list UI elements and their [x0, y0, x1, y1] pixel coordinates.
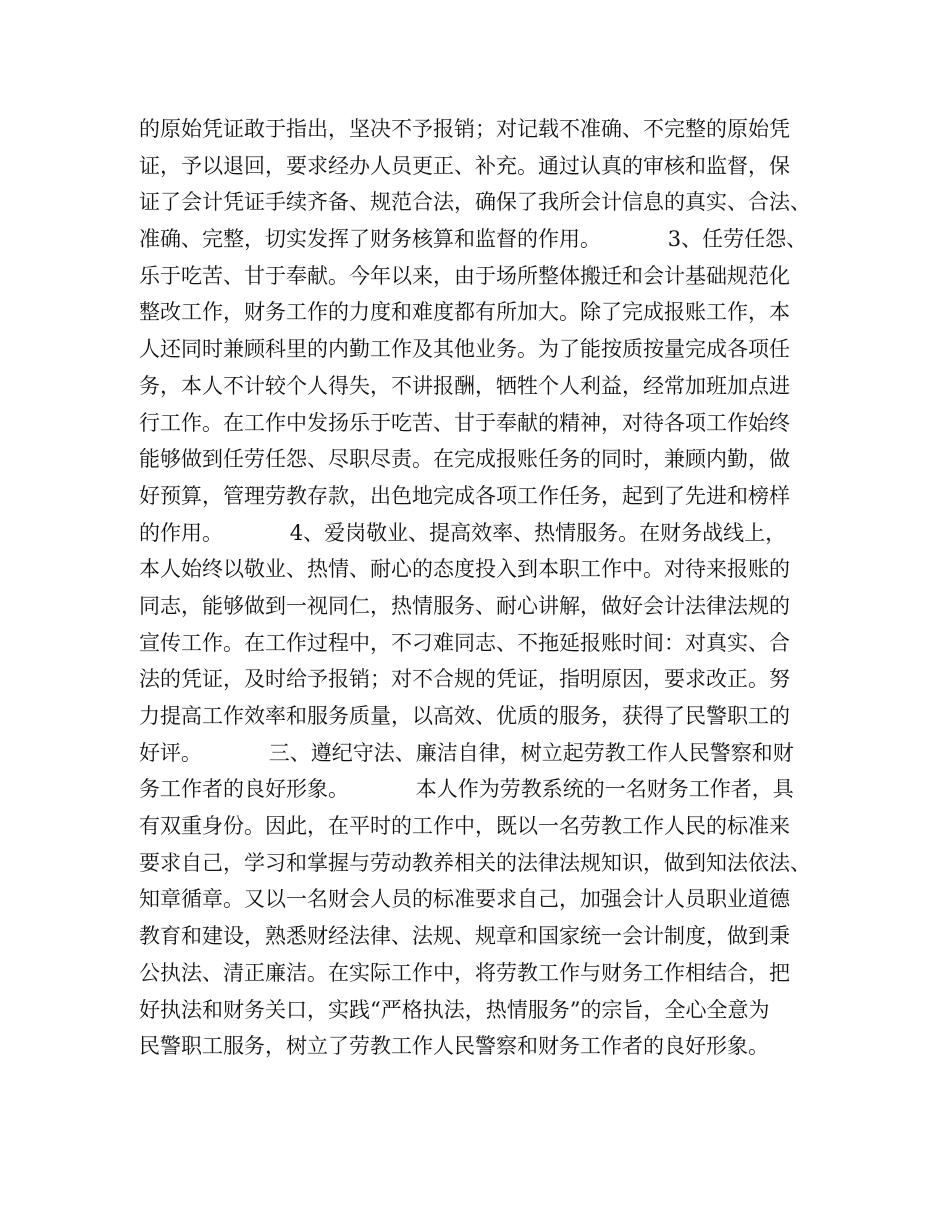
text-line: 准确、完整，切实发挥了财务核算和监督的作用。 3、任劳任怨、	[139, 227, 808, 252]
text-line: 证了会计凭证手续齐备、规范合法，确保了我所会计信息的真实、合法、	[139, 190, 811, 215]
text-line: 力提高工作效率和服务质量，以高效、优质的服务，获得了民警职工的	[139, 704, 790, 728]
text-line: 同志，能够做到一视同仁，热情服务、耐心讲解，做好会计法律法规的	[139, 593, 790, 618]
text-line: 公执法、清正廉洁。在实际工作中，将劳教工作与财务工作相结合，把	[139, 960, 790, 985]
text-line: 人还同时兼顾科里的内勤工作及其他业务。为了能按质按量完成各项任	[139, 337, 790, 362]
text-line: 务，本人不计较个人得失，不讲报酬，牺牲个人利益，经常加班加点进	[139, 373, 790, 398]
text-line: 宣传工作。在工作过程中，不刁难同志、不拖延报账时间：对真实、合	[139, 630, 790, 655]
text-line: 能够做到任劳任怨、尽职尽责。在完成报账任务的同时，兼顾内勤，做	[139, 447, 790, 472]
text-line: 好执法和财务关口，实践“严格执法，热情服务”的宗旨，全心全意为	[139, 997, 770, 1022]
text-line: 证，予以退回，要求经办人员更正、补充。通过认真的审核和监督，保	[139, 153, 790, 178]
text-line: 本人始终以敬业、热情、耐心的态度投入到本职工作中。对待来报账的	[139, 557, 790, 582]
text-line: 要求自己，学习和掌握与劳动教养相关的法律法规知识，做到知法依法、	[139, 850, 811, 875]
text-line: 的原始凭证敢于指出，坚决不予报销；对记载不准确、不完整的原始凭	[139, 117, 790, 141]
text-line: 法的凭证，及时给予报销；对不合规的凭证，指明原因，要求改正。努	[139, 667, 790, 692]
text-line: 务工作者的良好形象。 本人作为劳教系统的一名财务工作者，具	[139, 777, 794, 802]
text-line: 民警职工服务，树立了劳教工作人民警察和财务工作者的良好形象。	[139, 1034, 769, 1059]
text-line: 的作用。 4、爱岗敬业、提高效率、热情服务。在财务战线上，	[139, 520, 787, 545]
text-line: 行工作。在工作中发扬乐于吃苦、甘于奉献的精神，对待各项工作始终	[139, 410, 790, 435]
text-line: 好评。 三、遵纪守法、廉洁自律，树立起劳教工作人民警察和财	[139, 740, 794, 765]
text-line: 整改工作，财务工作的力度和难度都有所加大。除了完成报账工作，本	[139, 300, 790, 325]
text-line: 好预算，管理劳教存款，出色地完成各项工作任务，起到了先进和榜样	[139, 483, 790, 508]
text-line: 知章循章。又以一名财会人员的标准要求自己，加强会计人员职业道德	[139, 887, 790, 912]
text-line: 有双重身份。因此，在平时的工作中，既以一名劳教工作人民的标准来	[139, 814, 790, 839]
body-text	[139, 111, 839, 1065]
text-line: 教育和建设，熟悉财经法律、法规、规章和国家统一会计制度，做到秉	[139, 924, 790, 949]
text-line: 乐于吃苦、甘于奉献。今年以来，由于场所整体搬迁和会计基础规范化	[139, 263, 790, 288]
